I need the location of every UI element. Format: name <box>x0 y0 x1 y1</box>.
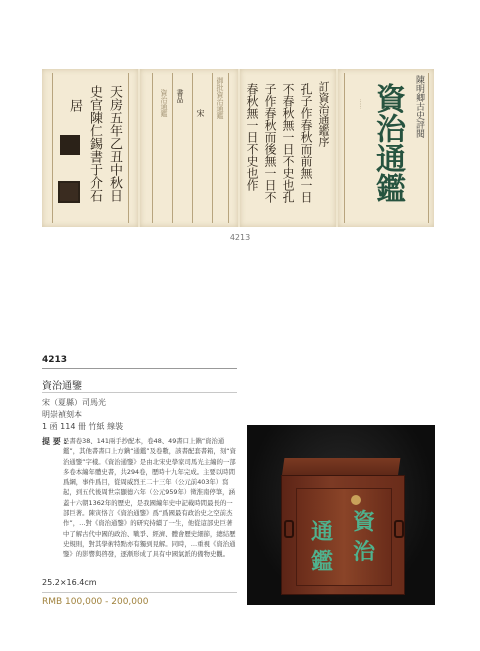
divider <box>42 368 237 369</box>
lot-size: 25.2×16.4cm <box>42 578 97 587</box>
page-text-column: 孔子作春秋而前無一日 <box>299 83 313 203</box>
book-page-cover: …… 陳明卿古史評閱 資治通鑑 <box>338 69 434 227</box>
cover-title: 資治通鑑 <box>370 83 405 203</box>
case-char: 資 <box>353 509 376 535</box>
lot-estimate: RMB 100,000 - 200,000 <box>42 597 149 607</box>
case-char: 治 <box>353 539 376 565</box>
case-handle <box>394 520 404 538</box>
page-text-column: 不春秋無一日不史也孔 <box>281 83 295 203</box>
book-pages-photo <box>42 69 434 227</box>
seal-stamp <box>60 135 80 155</box>
cover-top-line: 陳明卿古史評閱 <box>414 75 424 138</box>
book-page-preface <box>240 69 336 227</box>
page-text-column: 史官陳仁錫書于介石 <box>87 85 102 202</box>
photo-caption: 4213 <box>229 233 251 242</box>
lot-format: 1 函 114 冊 竹紙 線裝 <box>42 422 124 431</box>
page-text-column: 宋 <box>196 109 205 117</box>
lot-title: 資治通鑒 <box>42 381 82 392</box>
wooden-case <box>281 475 405 595</box>
book-case-photo <box>247 425 435 605</box>
page-text-column: 春秋無一日不史也作 <box>245 83 259 191</box>
description-label: 提 要 : <box>42 437 67 446</box>
page-text-column: 資治通鑑 <box>160 89 168 117</box>
page-text-column: 訂資治通鑑序 <box>317 81 330 147</box>
case-char: 鑑 <box>311 549 334 575</box>
book-page-index <box>140 69 238 227</box>
page-seal-note: 書品 <box>176 89 184 103</box>
lot-description: 是書卷38、141兩手抄配本，卷48、49書口上鐫“資治通鑑”，其他書書口上方鐫“通鑑”及卷數，該書配套書箱，刻“資治通鑒”字樣。《資治通鑒》是由北宋史學家司馬光主編的一部多卷本編年體史書，共294卷，歷時十九年完成。主要以時間爲綱，事件爲目，從周威烈王二十三年（公元前403年）寫起，到五代後周世宗顯德六年（公元959年）徵淮南停筆，涵蓋十六朝1362年的歷史，是我國編年史中記載時間最長的一部巨著。陳寅恪言《資治通鑒》爲“爲國最有政治史之空前杰作”，…對《資治通鑒》的研究持續了一生，他從這部史巨著中了解古代中國的政治、戰爭、經濟、體會歷史細節，總結歷史規則，對其學術特點亦有獨到見解。同時，…重視《資治通鑒》的影響與啓發，逐漸形成了具有中國氣派的備物史觀。 <box>63 437 237 559</box>
page-text-column: 子作春秋而後無一日不 <box>263 83 277 203</box>
page-text-column: 天房五年乙丑中秋日 <box>107 85 122 202</box>
book-page-preface-end <box>42 69 138 227</box>
seal-stamp <box>58 181 80 203</box>
divider <box>42 392 237 393</box>
case-handle <box>284 520 294 538</box>
page-text-column: 居 <box>67 99 82 112</box>
lot-edition: 明崇禎刻本 <box>42 410 82 419</box>
case-char: 通 <box>311 519 334 545</box>
divider <box>42 592 237 593</box>
lot-author: 宋（夏縣）司馬光 <box>42 398 106 407</box>
page-text-column: 御批資治通鑑 <box>216 77 224 119</box>
case-lock <box>351 495 361 505</box>
lot-number: 4213 <box>42 355 68 365</box>
